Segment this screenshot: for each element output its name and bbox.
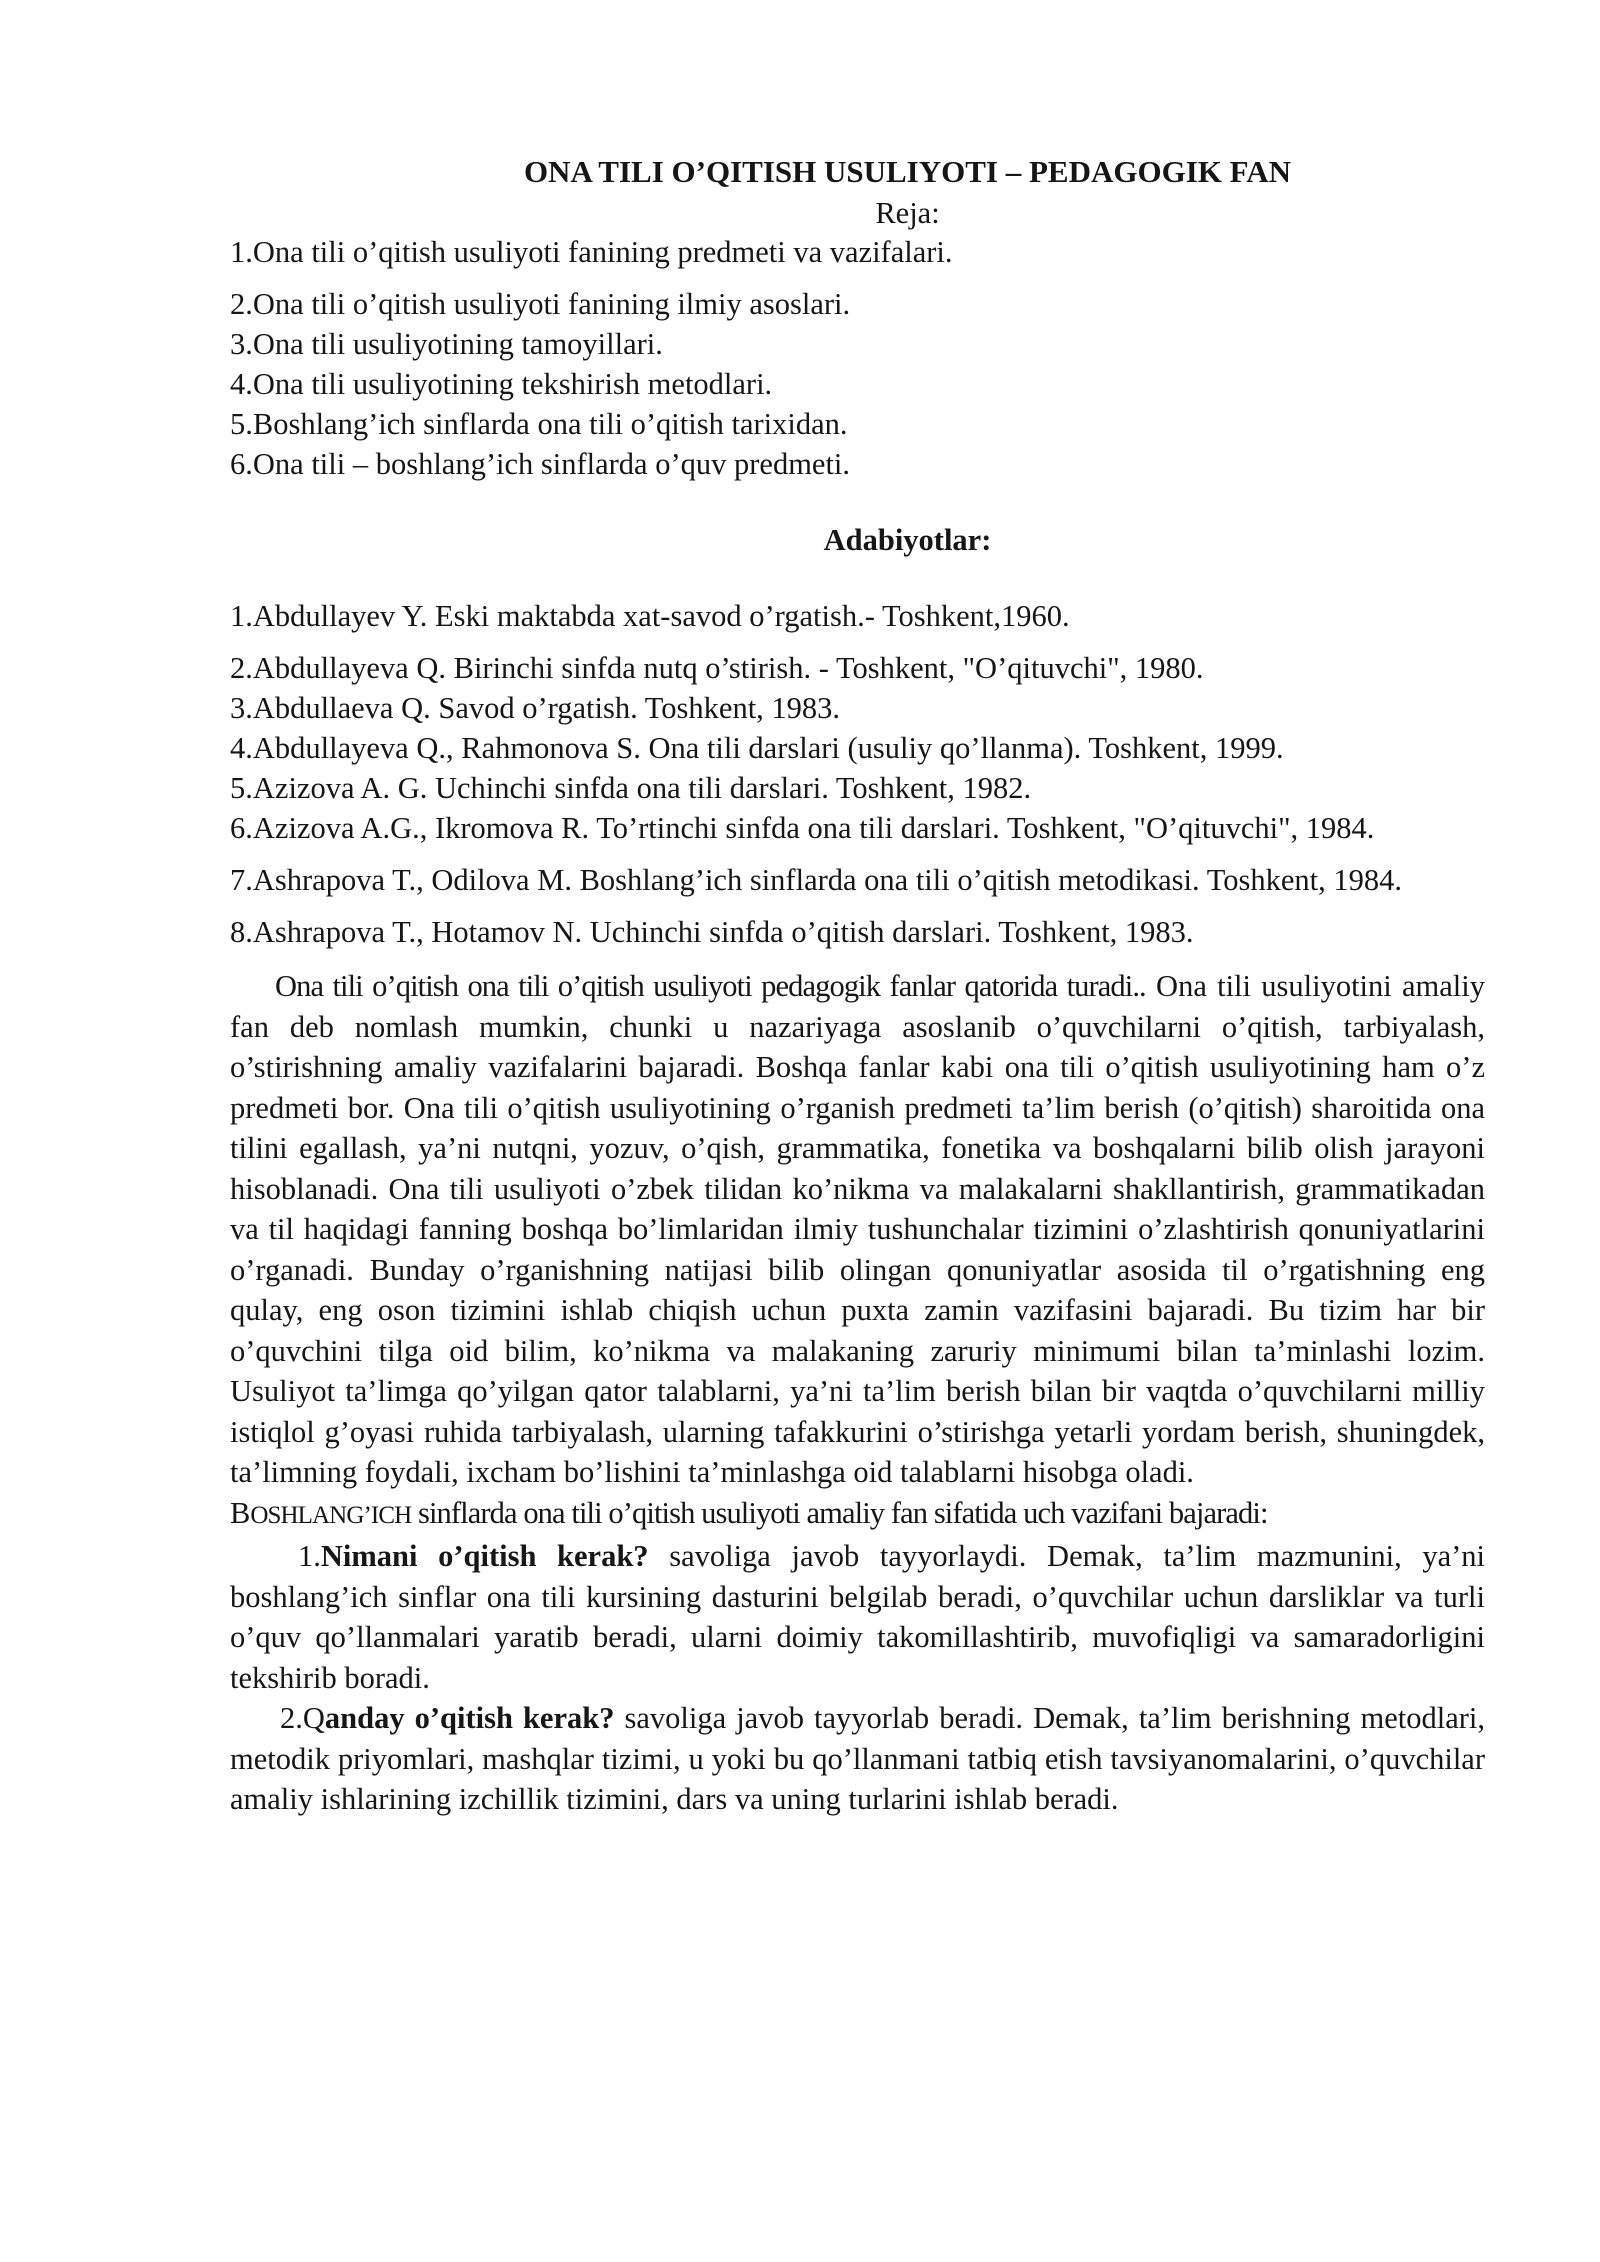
task-2 (230, 1698, 1485, 1820)
plan-heading: Reja: (875, 196, 940, 230)
references-list (230, 596, 1485, 952)
document-page (230, 150, 1485, 1820)
tasks-lead-rest: sinflarda ona tili o’qitish usuliyoti amaliy fan sifatida uch vazifani bajaradi: (411, 1495, 1268, 1530)
main-paragraph-first: Ona tili o’qitish ona tili o’qitish usuliyoti pedagogik fanlar qatorida turadi.. (275, 969, 1146, 1003)
plan-list (230, 232, 1485, 484)
tasks-lead-initial: B (230, 1495, 251, 1530)
reference-item: 8.Ashrapova T., Hotamov N. Uchinchi sinfda o’qitish darslari. Toshkent, 1983. (230, 915, 1194, 949)
reference-item: 4.Abdullayeva Q., Rahmonova S. Ona tili darslari (usuliy qo’llanma). Toshkent, 1999. (230, 731, 1284, 765)
task-1-text: savoliga javob tayyorlaydi. Demak, ta’lim mazmunini, ya’ni boshlang’ich sinflar ona tili kursining dasturini belgilab beradi, o’quvchilar uchun darsliklar va turli o’quv qo’llanmalari yaratib beradi, ularni doimiy takomillashtirib, muvofiqligi va samaradorligini tekshirib boradi. (230, 1539, 1486, 1695)
reference-item: 1.Abdullayev Y. Eski maktabda xat-savod o’rgatish.- Toshkent,1960. (230, 599, 1070, 633)
plan-item: 6.Ona tili – boshlang’ich sinflarda o’quv predmeti. (230, 447, 851, 481)
plan-item: 3.Ona tili usuliyotining tamoyillari. (230, 327, 663, 361)
plan-item: 2.Ona tili o’qitish usuliyoti fanining ilmiy asoslari. (230, 287, 851, 321)
plan-item: 5.Boshlang’ich sinflarda ona tili o’qitish tarixidan. (230, 407, 848, 441)
main-paragraph (230, 966, 1485, 1493)
reference-item: 3.Abdullaeva Q. Savod o’rgatish. Toshkent, 1983. (230, 691, 841, 725)
task-1 (230, 1536, 1485, 1698)
references-heading: Adabiyotlar: (823, 523, 992, 557)
plan-item: 1.Ona tili o’qitish usuliyoti fanining predmeti va vazifalari. (230, 235, 953, 269)
plan-item: 4.Ona tili usuliyotining tekshirish metodlari. (230, 367, 773, 401)
reference-item: 7.Ashrapova T., Odilova M. Boshlang’ich sinflarda ona tili o’qitish metodikasi. Toshkent, 1984. (230, 863, 1402, 897)
reference-item: 2.Abdullayeva Q. Birinchi sinfda nutq o’stirish. - Toshkent, "O’qituvchi", 1980. (230, 651, 1204, 685)
document-title: ONA TILI O’QITISH USULIYOTI – PEDAGOGIK FAN (523, 154, 1292, 189)
tasks-lead-caps: OSHLANG’ICH (250, 1501, 412, 1529)
task-2-text: savoliga javob tayyorlab beradi. Demak, ta’lim berishning metodlari, metodik priyomlari, mashqlar tizimi, u yoki bu qo’llanmani tatbiq etish tavsiyanomalarini, o’quvchilar amaliy ishlarining izchillik tizimini, dars va uning turlarini ishlab beradi. (230, 1701, 1485, 1816)
task-2-question: anday o’qitish kerak? (324, 1701, 615, 1735)
task-1-number: 1. (298, 1539, 321, 1573)
task-1-question: Nimani o’qitish kerak? (320, 1539, 649, 1573)
reference-item: 5.Azizova A. G. Uchinchi sinfda ona tili darslari. Toshkent, 1982. (230, 771, 1032, 805)
main-paragraph-rest: Ona tili usuliyotini amaliy fan deb nomlash mumkin, chunki u nazariyaga asoslanib o’quvchilarni o’qitish, tarbiyalash, o’stirishning amaliy vazifalarini bajaradi. Boshqa fanlar kabi ona tili o’qitish usuliyotining ham o’z predmeti bor. Ona tili o’qitish usuliyotining o’rganish predmeti ta’lim berish (o’qitish) sharoitida ona tilini egallash, ya’ni nutqni, yozuv, o’qish, grammatika, fonetika va boshqalarni bilib olish jarayoni hisoblanadi. Ona tili usuliyoti o’zbek tilidan ko’nikma va malakalarni shakllantirish, grammatikadan va til haqidagi fanning boshqa bo’limlaridan ilmiy tushunchalar tizimini o’zlashtirish qonuniyatlarini o’rganadi. Bunday o’rganishning natijasi bilib olingan qonuniyatlar asosida til o’rgatishning eng qulay, eng oson tizimini ishlab chiqish uchun puxta zamin vazifasini bajaradi. Bu tizim har bir o’quvchini tilga oid bilim, ko’nikma va malakaning zaruriy minimumi bilan ta’minlashi lozim. Usuliyot ta’limga qo’yilgan qator talablarni, ya’ni ta’lim berish bilan bir vaqtda o’quvchilarni milliy istiqlol g’oyasi ruhida tarbiyalash, ularning tafakkurini o’stirishga yetarli yordam berish, shuningdek, ta’limning foydali, ixcham bo’lishini ta’minlashga oid talablarni hisobga oladi. (230, 969, 1485, 1489)
task-2-number: 2.Q (280, 1701, 325, 1735)
reference-item: 6.Azizova A.G., Ikromova R. To’rtinchi sinfda ona tili darslari. Toshkent, "O’qituvchi", 1984. (230, 811, 1375, 845)
tasks-lead (230, 1493, 1485, 1537)
